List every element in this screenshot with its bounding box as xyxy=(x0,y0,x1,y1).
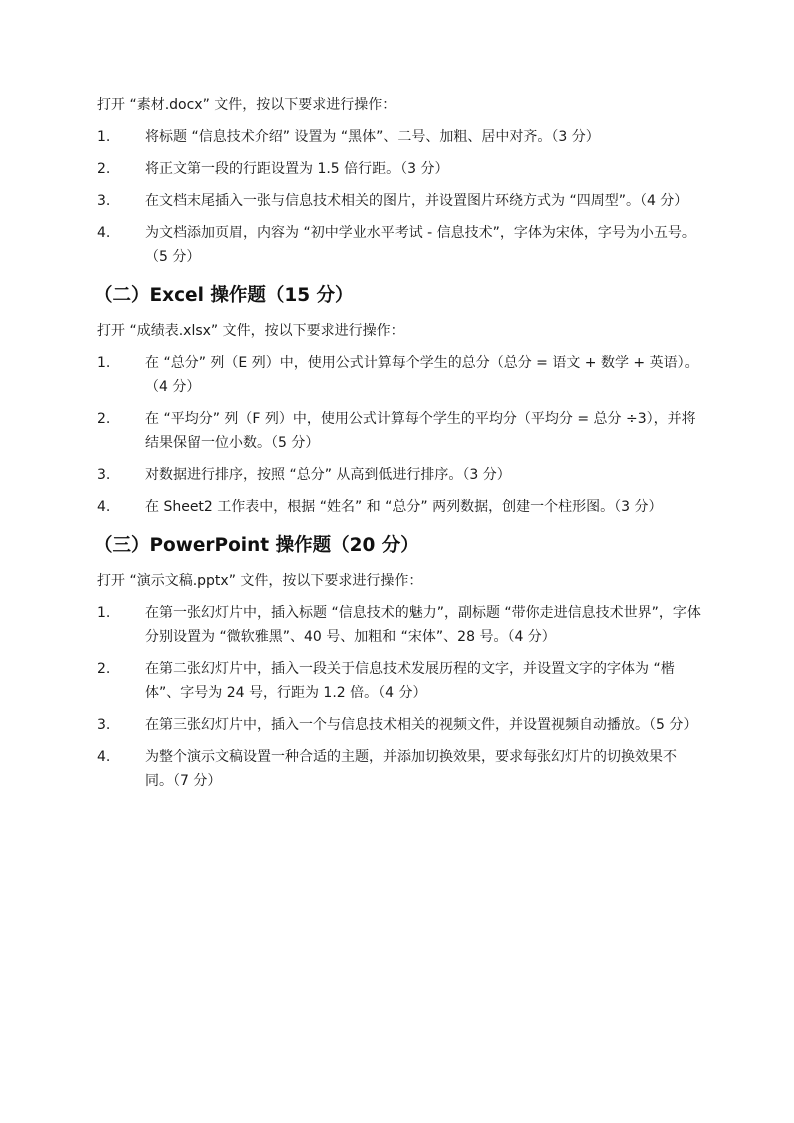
item-number: 2. xyxy=(97,161,111,177)
excel-section-intro: 打开 “成绩表.xlsx” 文件，按以下要求进行操作： xyxy=(97,323,405,339)
list-item xyxy=(97,407,702,455)
powerpoint-section-heading: （三）PowerPoint 操作题（20 分） xyxy=(94,535,419,556)
document-content xyxy=(94,94,702,801)
list-item xyxy=(97,125,702,149)
item-text: 在文档末尾插入一张与信息技术相关的图片，并设置图片环绕方式为 “四周型”。（4 分） xyxy=(145,193,689,209)
item-text: 在 Sheet2 工作表中，根据 “姓名” 和 “总分” 两列数据，创建一个柱形图。（3 分） xyxy=(145,499,663,515)
item-text: 对数据进行排序，按照 “总分” 从高到低进行排序。（3 分） xyxy=(145,467,511,483)
list-item xyxy=(97,351,702,399)
item-number: 4. xyxy=(97,225,111,241)
list-item xyxy=(97,745,702,793)
item-number: 1. xyxy=(97,605,111,621)
word-task-list xyxy=(97,125,702,269)
excel-section-heading: （二）Excel 操作题（15 分） xyxy=(94,285,354,306)
item-text: 在 “总分” 列（E 列）中，使用公式计算每个学生的总分（总分 = 语文 + 数学 + 英语）。（4 分） xyxy=(145,355,699,395)
excel-task-list xyxy=(97,351,702,519)
list-item xyxy=(97,189,702,213)
item-number: 1. xyxy=(97,355,111,371)
item-text: 在第一张幻灯片中，插入标题 “信息技术的魅力”，副标题 “带你走进信息技术世界”，字体分别设置为 “微软雅黑”、40 号、加粗和 “宋体”、28 号。（4 分） xyxy=(145,605,701,645)
list-item xyxy=(97,713,702,737)
item-number: 3. xyxy=(97,717,111,733)
item-number: 3. xyxy=(97,467,111,483)
list-item xyxy=(97,495,702,519)
item-number: 2. xyxy=(97,411,111,427)
item-text: 为文档添加页眉，内容为 “初中学业水平考试 - 信息技术”，字体为宋体，字号为小五号。（5 分） xyxy=(145,225,696,265)
list-item xyxy=(97,157,702,181)
item-text: 将正文第一段的行距设置为 1.5 倍行距。（3 分） xyxy=(145,161,449,177)
item-text: 为整个演示文稿设置一种合适的主题，并添加切换效果，要求每张幻灯片的切换效果不同。（7 分） xyxy=(145,749,677,789)
list-item xyxy=(97,657,702,705)
list-item xyxy=(97,463,702,487)
item-number: 1. xyxy=(97,129,111,145)
list-item xyxy=(97,601,702,649)
item-number: 3. xyxy=(97,193,111,209)
powerpoint-section-intro: 打开 “演示文稿.pptx” 文件，按以下要求进行操作： xyxy=(97,573,423,589)
word-section-intro: 打开 “素材.docx” 文件，按以下要求进行操作： xyxy=(97,97,397,113)
item-text: 在 “平均分” 列（F 列）中，使用公式计算每个学生的平均分（平均分 = 总分 ÷3），并将结果保留一位小数。（5 分） xyxy=(145,411,696,451)
item-text: 在第三张幻灯片中，插入一个与信息技术相关的视频文件，并设置视频自动播放。（5 分） xyxy=(145,717,698,733)
item-number: 4. xyxy=(97,499,111,515)
item-number: 4. xyxy=(97,749,111,765)
powerpoint-task-list xyxy=(97,601,702,793)
list-item xyxy=(97,221,702,269)
item-text: 在第二张幻灯片中，插入一段关于信息技术发展历程的文字，并设置文字的字体为 “楷体”、字号为 24 号，行距为 1.2 倍。（4 分） xyxy=(145,661,675,701)
item-number: 2. xyxy=(97,661,111,677)
item-text: 将标题 “信息技术介绍” 设置为 “黑体”、二号、加粗、居中对齐。（3 分） xyxy=(145,129,600,145)
